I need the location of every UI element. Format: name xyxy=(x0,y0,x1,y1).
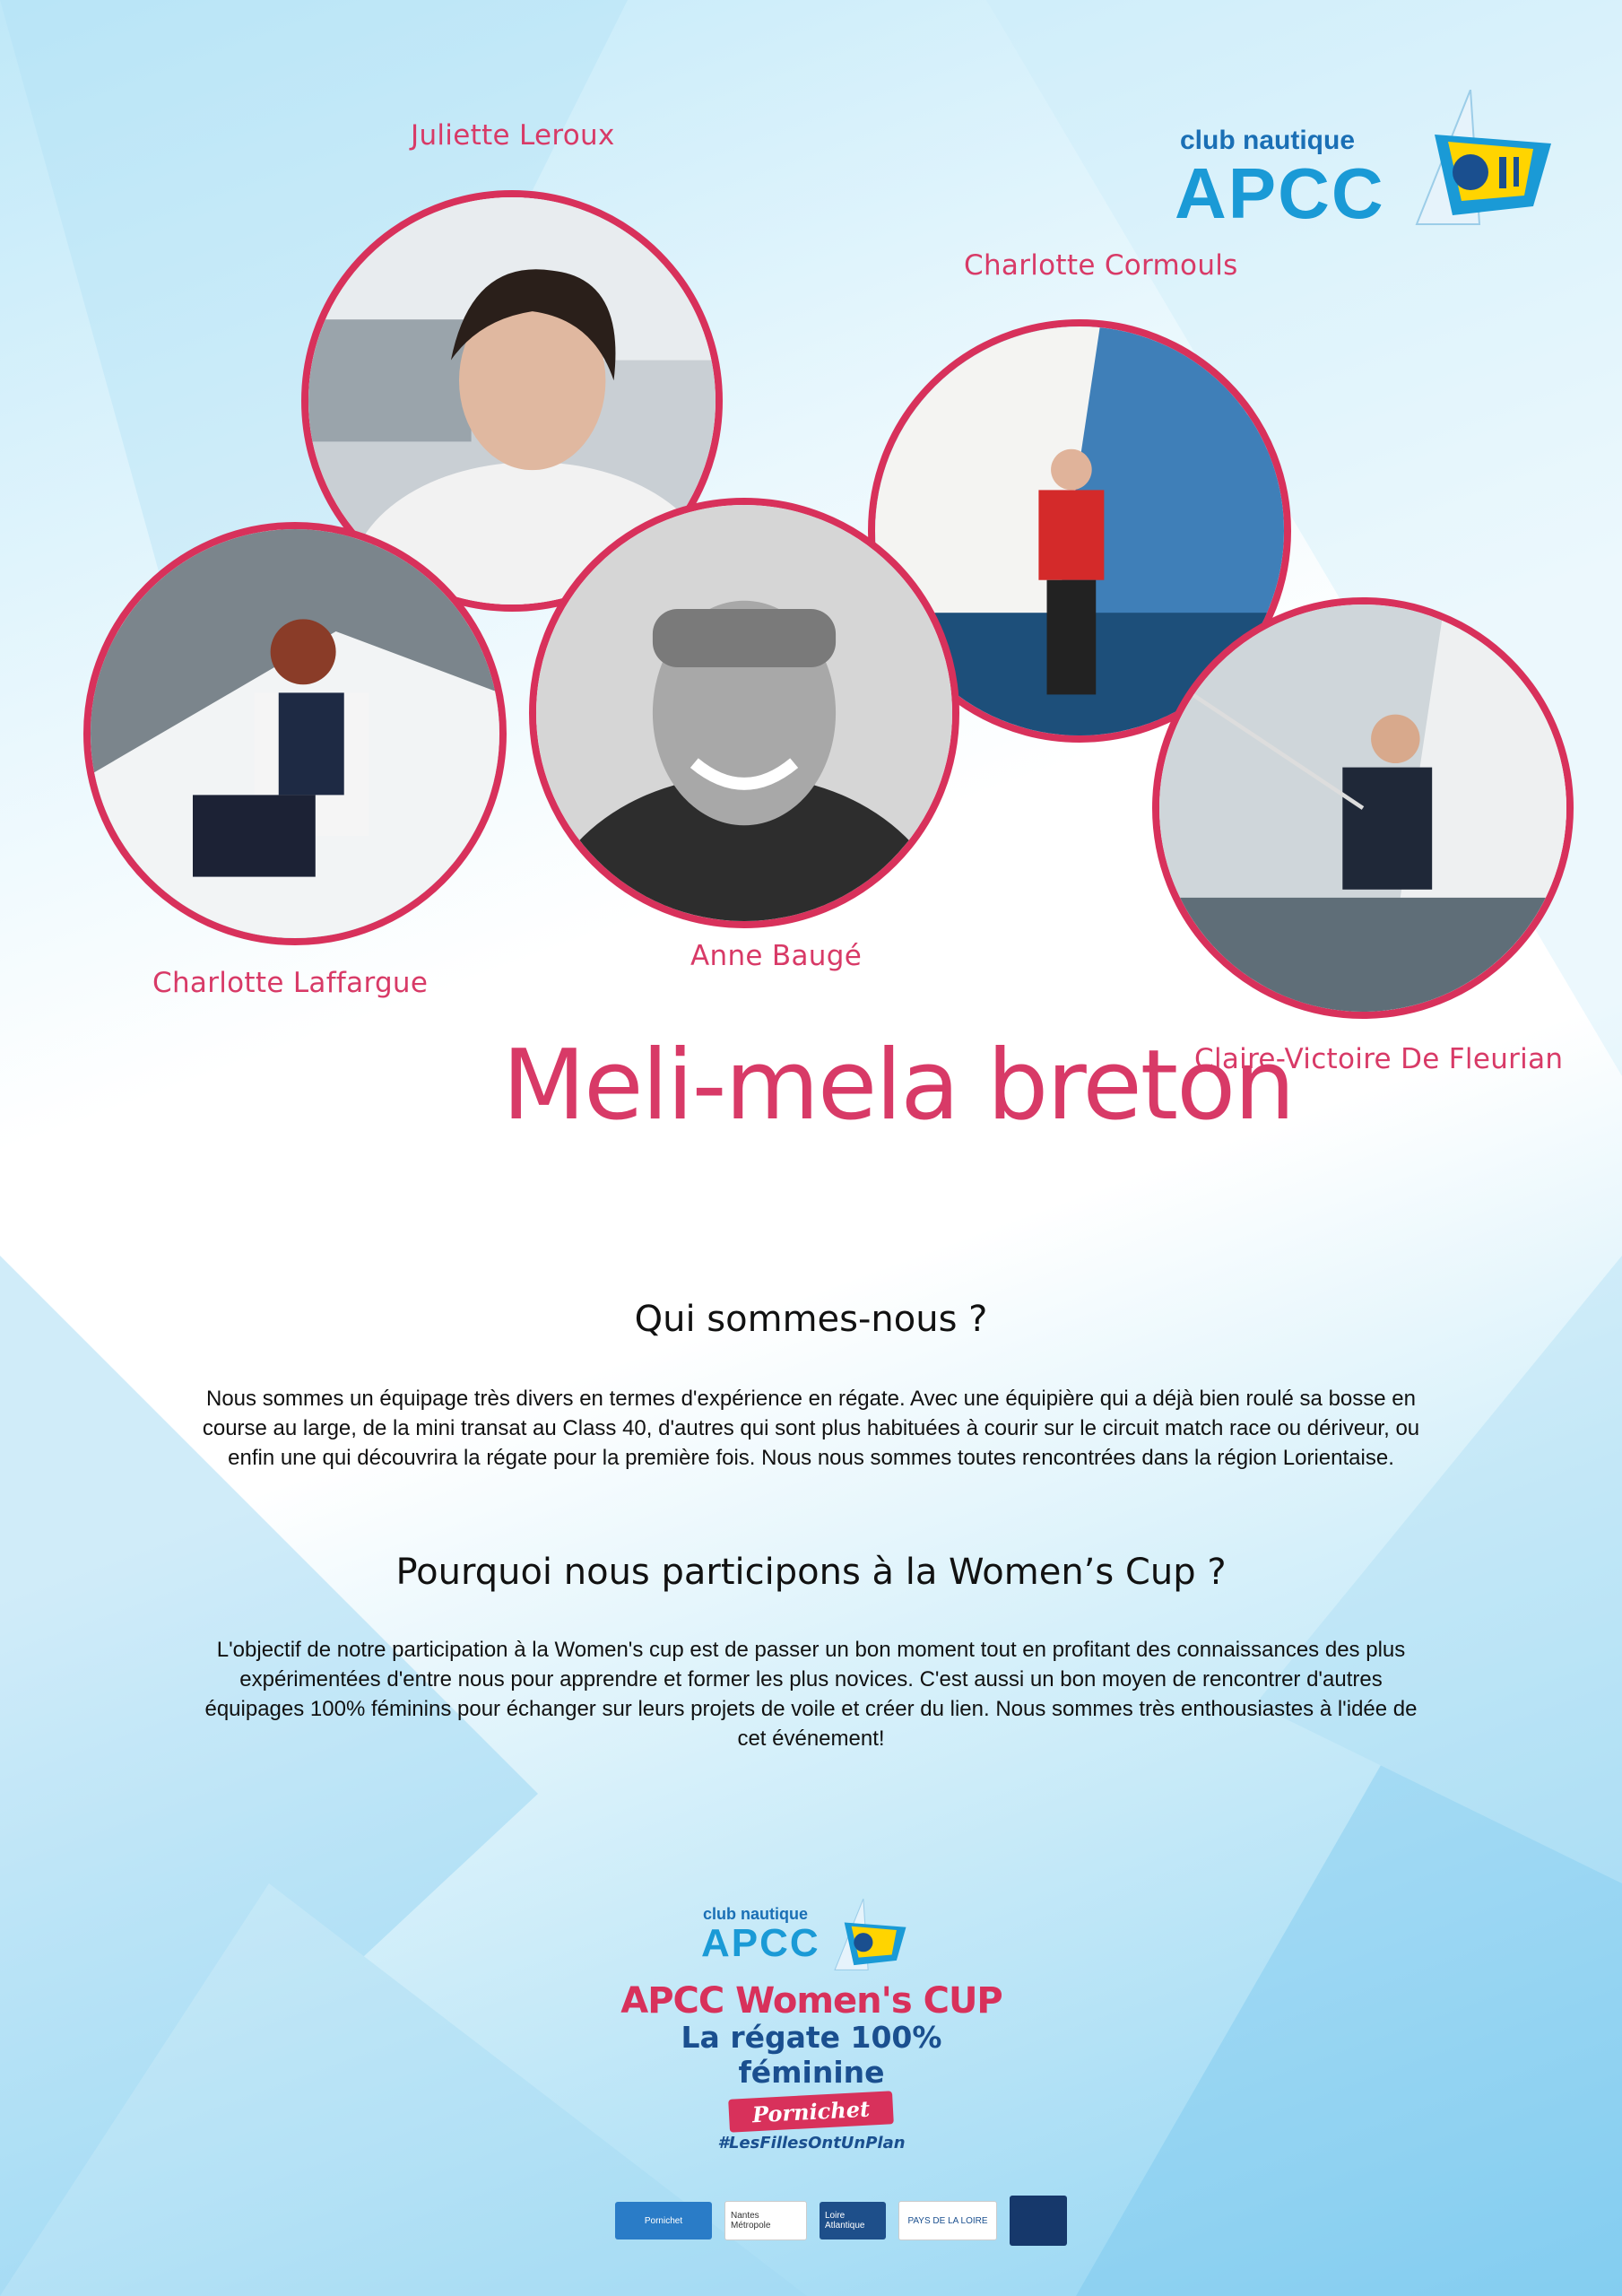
club-logo-line1: club nautique xyxy=(1180,126,1355,155)
member-name-charlotte-c: Charlotte Cormouls xyxy=(964,249,1238,282)
sponsor-logo-loire-atlantique: Loire Atlantique xyxy=(820,2202,886,2239)
member-photo-charlotte-l xyxy=(83,522,507,945)
club-logo-small xyxy=(699,1894,915,1984)
event-logo-subtitle: La régate 100% féminine xyxy=(681,2020,942,2090)
section-title-why: Pourquoi nous participons à la Women’s Cup ? xyxy=(395,1552,1227,1593)
sponsor-logos xyxy=(615,2196,1067,2246)
member-name-claire: Claire-Victoire De Fleurian xyxy=(1194,1043,1564,1075)
event-logo-title: APCC Women's CUP xyxy=(620,1980,1002,2022)
section-title-who: Qui sommes-nous ? xyxy=(634,1299,988,1340)
club-logo xyxy=(1175,90,1551,242)
event-logo xyxy=(610,1980,1013,2152)
sail-icon xyxy=(1399,90,1551,242)
sponsor-logo-pornichet: Pornichet xyxy=(615,2202,712,2239)
sponsor-logo-sailing-federation xyxy=(1010,2196,1067,2246)
club-logo-line2: APCC xyxy=(1175,153,1385,233)
member-name-charlotte-l: Charlotte Laffargue xyxy=(152,967,429,999)
member-name-anne: Anne Baugé xyxy=(690,940,863,972)
event-logo-hashtag: #LesFillesOntUnPlan xyxy=(717,2134,906,2152)
member-name-juliette: Juliette Leroux xyxy=(411,119,615,152)
team-name-title: Meli-mela breton xyxy=(502,1030,1294,1142)
member-photo-claire xyxy=(1152,597,1574,1019)
sponsor-logo-pays-de-la-loire: PAYS DE LA LOIRE xyxy=(898,2201,997,2240)
sponsor-logo-nantes: Nantes Métropole xyxy=(724,2201,807,2240)
club-logo-small-line1: club nautique xyxy=(703,1905,808,1923)
member-photo-anne xyxy=(529,498,959,928)
event-logo-city: Pornichet xyxy=(729,2091,895,2133)
section-body-why: L'objectif de notre participation à la Women's cup est de passer un bon moment tout en profitant des connaissances des plus expérimentées d'entre nous pour apprendre et former les plus novices. C'est aussi un bon moyen de rencontrer d'autres équipages 100% féminins pour échanger sur leurs projets de voile et créer du lien. Nous sommes très enthousiastes à l'idée de cet événement! xyxy=(204,1638,1418,1751)
club-logo-small-line2: APCC xyxy=(701,1921,820,1965)
section-body-who: Nous sommes un équipage très divers en termes d'expérience en régate. Avec une équipière qui a déjà bien roulé sa bosse en course au large, de la mini transat au Class 40, d'autres qui sont plus habituées à courir sur le circuit match race ou dériveur, ou enfin une qui découvrira la régate pour la première fois. Nous nous sommes toutes rencontrées dans la région Lorientaise. xyxy=(202,1387,1420,1470)
sail-icon-small xyxy=(823,1899,908,1979)
